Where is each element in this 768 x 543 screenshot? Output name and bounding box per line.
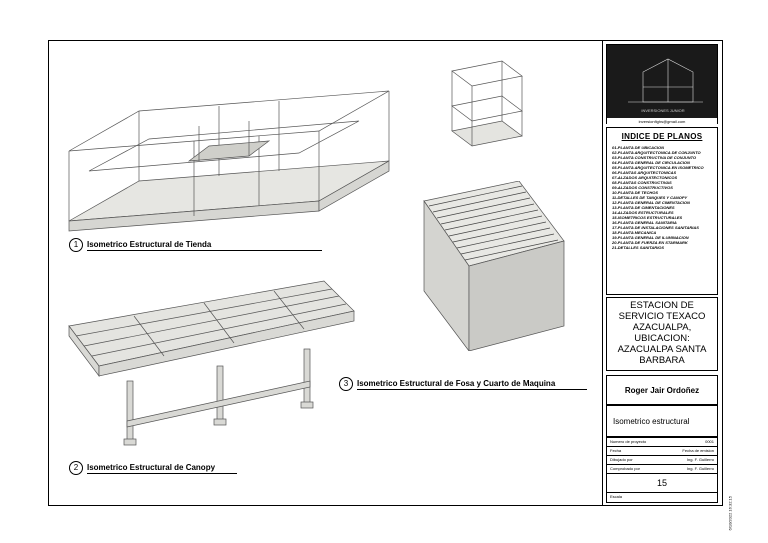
meta-row (607, 456, 717, 465)
index-item: 06-PLANTAS ARQUITECTONICAS (612, 170, 677, 175)
index-item: 16-PLANTA GENERAL SANITARIA (612, 220, 677, 225)
index-item: 17-PLANTA DE INSTALACIONES SANITARIAS (612, 225, 699, 230)
view-label-1 (69, 238, 322, 252)
view-title: Isometrico Estructural de Fosa y Cuarto de Maquina (357, 379, 587, 390)
house-logo-icon (608, 47, 718, 117)
meta-value: Ing. F. Guillerro (686, 457, 714, 462)
view-title: Isometrico Estructural de Canopy (87, 463, 237, 474)
view-title: Isometrico Estructural de Tienda (87, 240, 322, 251)
index-item: 08-PLANTAS CONSTRUCTIVAS (612, 180, 672, 185)
meta-label: Dibujado por (610, 457, 633, 462)
sheet-type: Isometrico estructural (606, 405, 718, 437)
index-item: 01-PLANTA DE UBICACION (612, 145, 665, 150)
email-text: inversionfighs@gmail.com (607, 118, 717, 126)
index-item: 18-PLANTA MECANICA (612, 230, 657, 235)
meta-value: Fecha de emision (682, 448, 714, 453)
index-item: 04-PLANTA GENERAL DE CIRCULACION (612, 160, 690, 165)
canopy-isometric (64, 271, 364, 451)
index-item: 19-PLANTA GENERAL DE ILUMINACION (612, 235, 689, 240)
view-number: 1 (69, 238, 83, 252)
drawing-area (49, 41, 601, 505)
index-item: 09-ALZADOS CONSTRUCTIVOS (612, 185, 673, 190)
index-item: 14-ALZADOS ESTRUCTURALES (612, 210, 674, 215)
index-item: 07-ALZADOS ARQUITECTONICOS (612, 175, 678, 180)
meta-label: Numero de proyecto (610, 439, 647, 444)
index-item: 13-PLANTA DE CIMENTACIONES (612, 205, 675, 210)
index-item: 15-ISOMETRICOS ESTRUCTURALES (612, 215, 683, 220)
meta-row (607, 465, 717, 474)
tienda-isometric (59, 71, 399, 261)
project-name: ESTACION DE SERVICIO TEXACO AZACUALPA, UBICACION: AZACUALPA SANTA BARBARA (606, 297, 718, 371)
author-name: Roger Jair Ordoñez (606, 375, 718, 405)
index-item: 20-PLANTA DE FUERZA EN STARMARK (612, 240, 688, 245)
cuarto-maquina-isometric (447, 56, 527, 151)
company-logo (606, 44, 718, 124)
fosa-isometric (419, 181, 569, 351)
view-label-2 (69, 461, 237, 475)
meta-value: Ing. F. Guillerro (686, 466, 714, 471)
meta-row (607, 438, 717, 447)
title-block (602, 41, 722, 505)
index-item: 10-PLANTA DE TECHOS (612, 190, 659, 195)
index-item: 03-PLANTA CONSTRUCTIVA DE CONJUNTO (612, 155, 697, 160)
meta-value: 0001 (705, 439, 714, 444)
meta-row (607, 447, 717, 456)
index-item: 12-PLANTA GENERAL DE CIMENTACION (612, 200, 690, 205)
view-number: 3 (339, 377, 353, 391)
index-item: 05-PLANTA ARQUITECTONICA EN ISOMETRICO (612, 165, 704, 170)
view-label-3 (339, 377, 587, 391)
index-item: 11-DETALLES DE TANQUES Y CANOPY (612, 195, 688, 200)
meta-label: Fecha (610, 448, 622, 453)
drawing-index (606, 127, 718, 295)
drawing-sheet (48, 40, 732, 531)
meta-label: Comprobado por (610, 466, 641, 471)
index-item: 21-DETALLES SANITARIOS (612, 245, 665, 250)
meta-table (606, 437, 718, 503)
scale-label: Escala (610, 494, 623, 499)
date-stamp: 6/10/2022 16:32:15 (727, 496, 732, 531)
index-list (612, 145, 717, 250)
logo-text: INVERSIONES JUNIOR (641, 108, 685, 113)
sheet-number: 15 (607, 474, 717, 493)
index-title: INDICE DE PLANOS (621, 132, 703, 141)
view-number: 2 (69, 461, 83, 475)
index-item: 02-PLANTA ARQUITECTONICA DE CONJUNTO (612, 150, 701, 155)
